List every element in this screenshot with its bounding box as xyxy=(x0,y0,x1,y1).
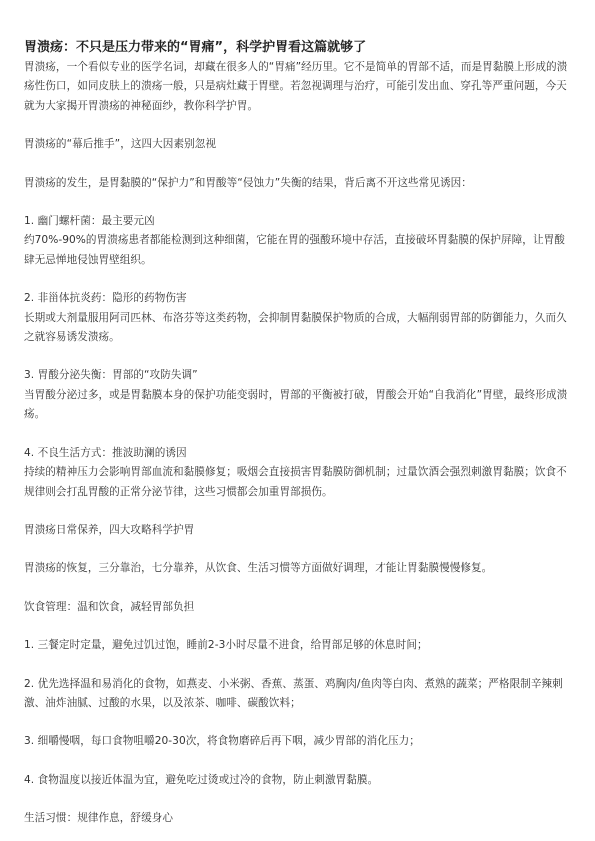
cause-heading-3: 3. 胃酸分泌失衡：胃部的“攻防失调” xyxy=(24,369,198,382)
cause-body-4: 持续的精神压力会影响胃部血流和黏膜修复；吸烟会直接损害胃黏膜防御机制；过量饮酒会强烈刺激胃黏膜；饮食不规律则会打乱胃酸的正常分泌节律，这些习惯都会加重胃部损伤。 xyxy=(24,466,567,498)
diet-heading: 饮食管理：温和饮食，减轻胃部负担 xyxy=(24,600,195,613)
care-intro: 胃溃疡的恢复，三分靠治，七分靠养，从饮食、生活习惯等方面做好调理，才能让胃黏膜慢慢修复。 xyxy=(24,562,493,575)
diet-item-3: 3. 细嚼慢咽，每口食物咀嚼20-30次，将食物磨碎后再下咽，减少胃部的消化压力； xyxy=(24,735,420,748)
section-heading-causes: 胃溃疡的“幕后推手”，这四大因素别忽视 xyxy=(24,138,217,151)
causes-intro: 胃溃疡的发生，是胃黏膜的“保护力”和胃酸等“侵蚀力”失衡的结果，背后离不开这些常见诱因： xyxy=(24,176,472,189)
cause-body-2: 长期或大剂量服用阿司匹林、布洛芬等这类药物，会抑制胃黏膜保护物质的合成，大幅削弱胃部的防御能力，久而久之就容易诱发溃疡。 xyxy=(24,311,567,344)
cause-heading-1: 1. 幽门螺杆菌：最主要元凶 xyxy=(24,215,155,228)
cause-heading-4: 4. 不良生活方式：推波助澜的诱因 xyxy=(24,446,187,459)
intro-paragraph: 胃溃疡，一个看似专业的医学名词，却藏在很多人的“胃痛”经历里。它不是简单的胃部不适，而是胃黏膜上形成的溃疡性伤口，如同皮肤上的溃疡一般，只是病灶藏于胃壁。若忽视调理与治疗，可能引发出血、穿孔等严重问题，今天就为大家揭开胃溃疡的神秘面纱，教你科学护胃。 xyxy=(24,61,568,112)
section-heading-care: 胃溃疡日常保养，四大攻略科学护胃 xyxy=(24,523,195,536)
article-title: 胃溃疡：不只是压力带来的“胃痛”，科学护胃看这篇就够了 xyxy=(24,40,367,55)
cause-body-1: 约70%-90%的胃溃疡患者都能检测到这种细菌，它能在胃的强酸环境中存活，直接破坏胃黏膜的保护屏障，让胃酸肆无忌惮地侵蚀胃壁组织。 xyxy=(24,234,565,266)
cause-heading-2: 2. 非甾体抗炎药：隐形的药物伤害 xyxy=(24,292,187,305)
lifestyle-heading: 生活习惯：规律作息，舒缓身心 xyxy=(24,812,174,825)
diet-item-4: 4. 食物温度以接近体温为宜，避免吃过烫或过冷的食物，防止刺激胃黏膜。 xyxy=(24,773,379,786)
cause-body-3: 当胃酸分泌过多，或是胃黏膜本身的保护功能变弱时，胃部的平衡被打破，胃酸会开始“自我消化”胃壁，最终形成溃疡。 xyxy=(24,388,568,421)
diet-item-2: 2. 优先选择温和易消化的食物，如燕麦、小米粥、香蕉、蒸蛋、鸡胸肉/鱼肉等白肉、煮熟的蔬菜；严格限制辛辣刺激、油炸油腻、过酸的水果，以及浓茶、咖啡、碳酸饮料； xyxy=(24,677,563,709)
diet-item-1: 1. 三餐定时定量，避免过饥过饱，睡前2-3小时尽量不进食，给胃部足够的休息时间； xyxy=(24,639,428,652)
